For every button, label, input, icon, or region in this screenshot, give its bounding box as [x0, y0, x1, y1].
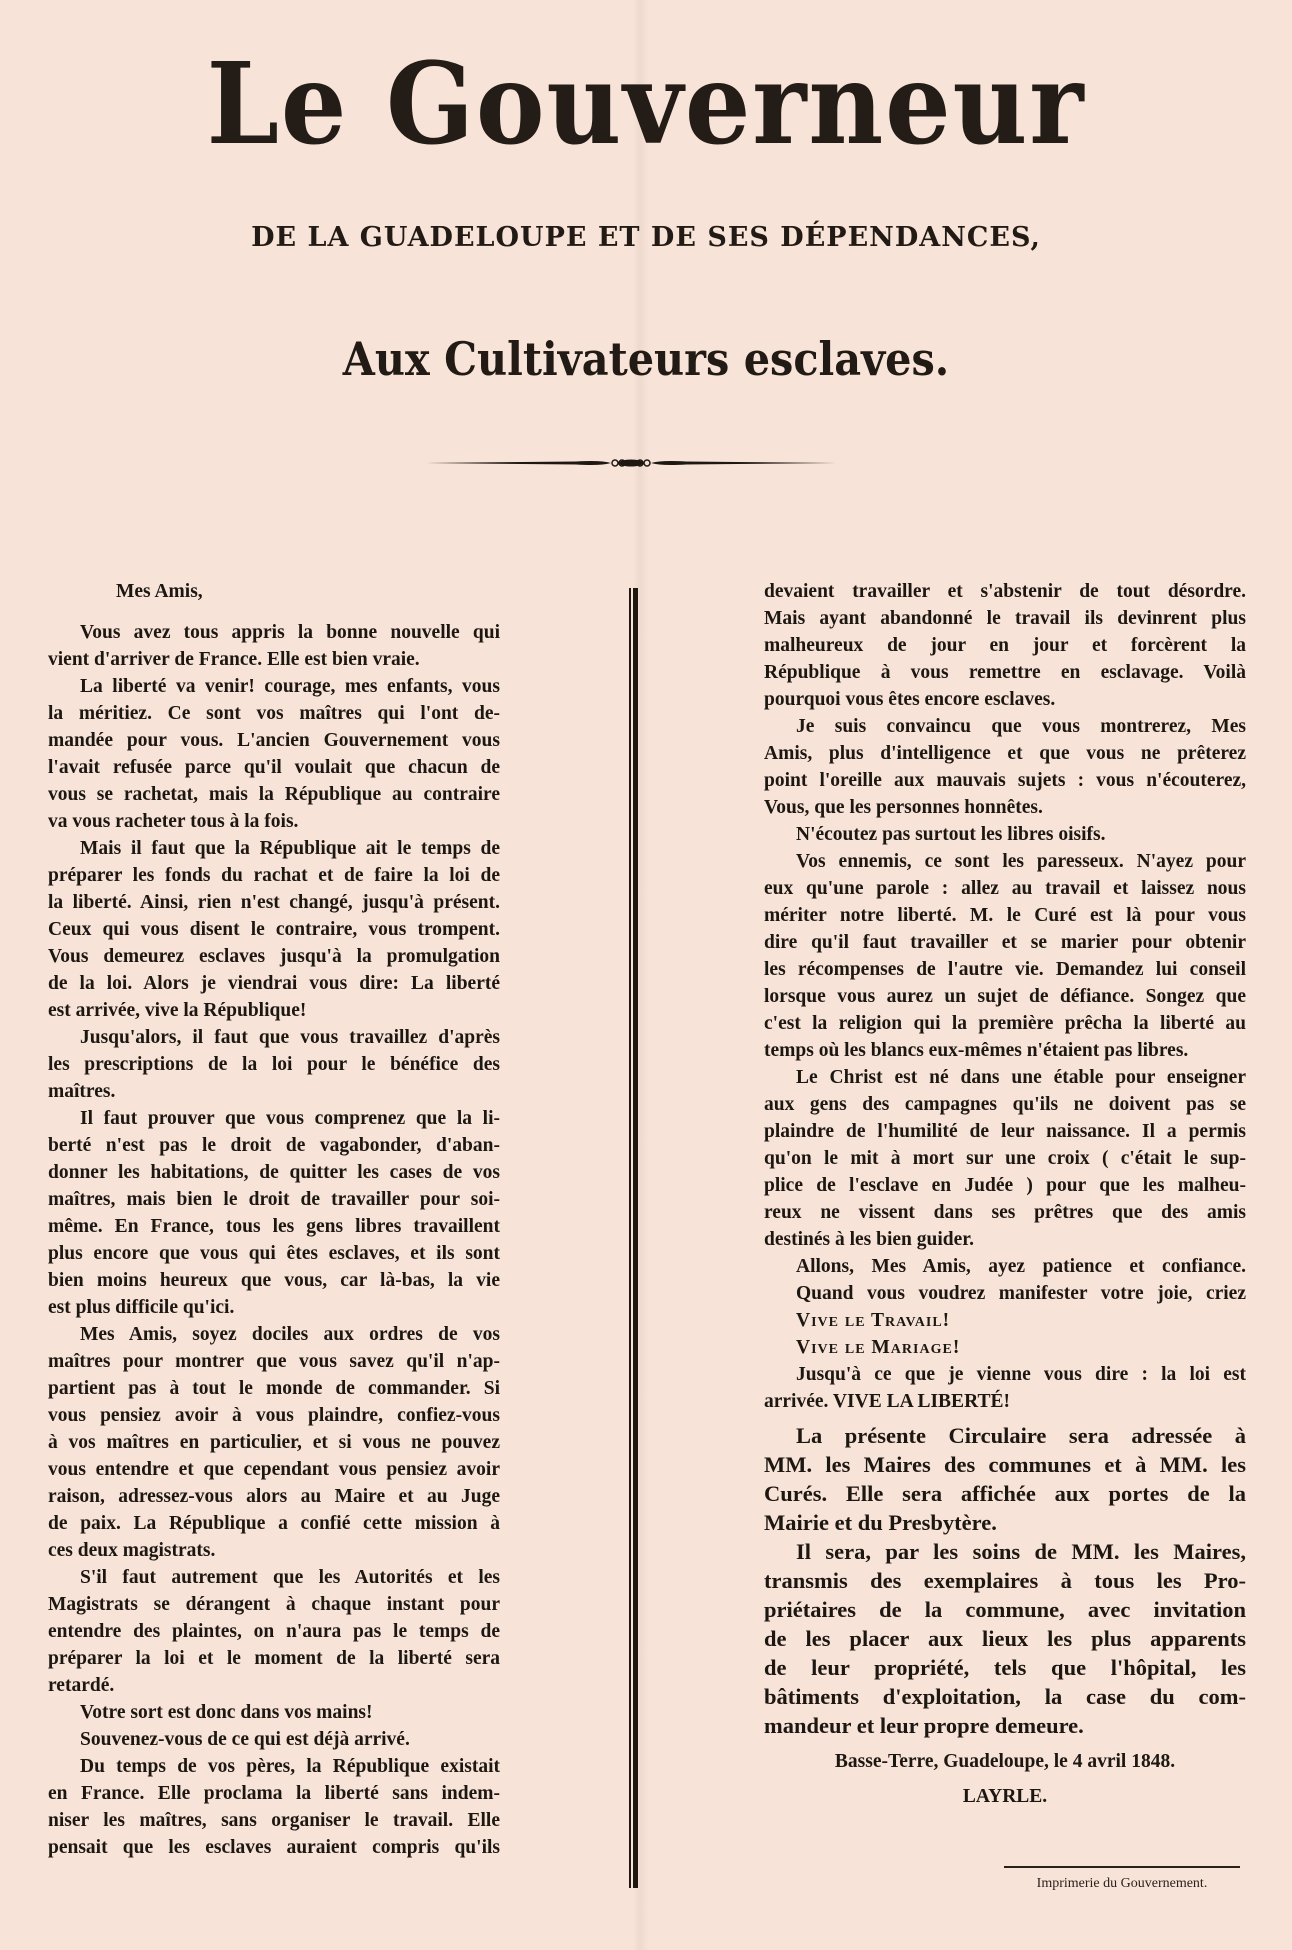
notice-line: Mairie et du Presbytère.	[764, 1510, 997, 1535]
text-line: berté n'est pas le droit de vagabonder, d'aban-	[48, 1135, 500, 1156]
notice-line: La présente Circulaire sera adressée à	[796, 1423, 1246, 1448]
text-line: malheureux de jour en jour et forcèrent la	[764, 635, 1246, 656]
notice-line: bâtiments d'exploitation, la case du com-	[764, 1684, 1246, 1709]
imprint-line: Imprimerie du Gouvernement.	[1036, 1876, 1208, 1891]
text-line: l'avait refusée parce qu'il voulait que chacun de	[48, 757, 500, 778]
text-line: reux ne vissent dans ses prêtres que des amis	[764, 1202, 1246, 1223]
text-line: les récompenses de l'autre vie. Demandez lui conseil	[764, 959, 1246, 980]
text-line: arrivée. VIVE LA LIBERTÉ!	[764, 1391, 1010, 1412]
text-line: les prescriptions de la loi pour le bénéfice des	[48, 1054, 500, 1075]
text-line: vous entendre et que cependant vous pensiez avoir	[48, 1459, 500, 1480]
text-line: à vos maîtres en particulier, et si vous ne pouvez	[48, 1432, 500, 1453]
text-line: Jusqu'à ce que je vienne vous dire : la loi est	[796, 1364, 1246, 1385]
text-line: vient d'arriver de France. Elle est bien vraie.	[48, 649, 420, 670]
text-line: maîtres pour montrer que vous savez qu'il n'ap-	[48, 1351, 500, 1372]
column-divider	[627, 588, 641, 1888]
text-line: de la loi. Alors je viendrai vous dire: La liberté	[48, 973, 500, 994]
right-column	[764, 578, 1246, 1810]
text-line: Je suis convaincu que vous montrerez, Mes	[796, 716, 1246, 737]
text-line: pensait que les esclaves auraient compris qu'ils	[48, 1837, 500, 1858]
text-line: eux qu'une parole : allez au travail et laissez nous	[764, 878, 1246, 899]
text-line: c'est la religion qui la première prêcha la liberté au	[764, 1013, 1246, 1034]
text-line: N'écoutez pas surtout les libres oisifs.	[796, 824, 1106, 845]
text-line: Mais il faut que la République ait le temps de	[80, 838, 500, 859]
text-line: Magistrats se dérangent à chaque instant pour	[48, 1594, 500, 1615]
signature: LAYRLE.	[962, 1786, 1048, 1807]
exclamation-vive-le-travail: Vive le Travail!	[796, 1310, 951, 1331]
text-line: aux gens des campagnes qu'ils ne doivent pas se	[764, 1094, 1246, 1115]
text-line: plus encore que vous qui êtes esclaves, et ils sont	[48, 1243, 500, 1264]
imprint-rule	[1004, 1866, 1240, 1868]
text-line: Souvenez-vous de ce qui est déjà arrivé.	[80, 1729, 410, 1750]
left-column	[48, 578, 500, 1861]
text-line: temps où les blancs eux-mêmes n'étaient pas libres.	[764, 1040, 1189, 1061]
notice-line: Il sera, par les soins de MM. les Maires,	[796, 1539, 1246, 1564]
text-line: mériter notre liberté. M. le Curé est là pour vous	[764, 905, 1246, 926]
text-line: est arrivée, vive la République!	[48, 1000, 307, 1021]
text-line: donner les habitations, de quitter les cases de vos	[48, 1162, 500, 1183]
text-line: Vous demeurez esclaves jusqu'à la promulgation	[48, 946, 500, 967]
text-line: qu'on le mit à mort sur une croix ( c'était le sup-	[764, 1148, 1246, 1169]
text-line: préparer les fonds du rachat et de faire la loi de	[48, 865, 500, 886]
text-line: La liberté va venir! courage, mes enfants, vous	[80, 676, 500, 697]
text-line: Votre sort est donc dans vos mains!	[80, 1702, 373, 1723]
text-line: Le Christ est né dans une étable pour enseigner	[796, 1067, 1246, 1088]
text-line: S'il faut autrement que les Autorités et les	[80, 1567, 500, 1588]
notice-line: MM. les Maires des communes et à MM. les	[764, 1452, 1246, 1477]
text-line: la méritiez. Ce sont vos maîtres qui l'ont de-	[48, 703, 500, 724]
notice-line: mandeur et leur propre demeure.	[764, 1713, 1084, 1738]
text-line: vous se rachetat, mais la République au contraire	[48, 784, 500, 805]
text-line: maîtres, mais bien le droit de travailler pour soi-	[48, 1189, 500, 1210]
text-line: préparer la loi et le moment de la liberté sera	[48, 1648, 500, 1669]
notice-line: de les placer aux lieux les plus apparents	[764, 1626, 1246, 1651]
text-line: Du temps de vos pères, la République existait	[80, 1756, 500, 1777]
poster-address: Aux Cultivateurs esclaves.	[342, 332, 950, 386]
text-line: partient pas à tout le monde de commander. Si	[48, 1378, 500, 1399]
text-line: bien moins heureux que vous, car là-bas, la vie	[48, 1270, 500, 1291]
notice-line: transmis des exemplaires à tous les Pro-	[764, 1568, 1246, 1593]
notice-line: priétaires de la commune, avec invitation	[764, 1597, 1246, 1622]
text-line: est plus difficile qu'ici.	[48, 1297, 235, 1318]
text-line: lorsque vous aurez un sujet de défiance. Songez que	[764, 986, 1246, 1007]
text-line: maîtres.	[48, 1081, 116, 1102]
text-line: République à vous remettre en esclavage. Voilà	[764, 662, 1246, 683]
text-line: dire qu'il faut travailler et se marier pour obtenir	[764, 932, 1246, 953]
text-line: en France. Elle proclama la liberté sans indem-	[48, 1783, 500, 1804]
text-line: plaindre de l'humilité de leur naissance. Il a permis	[764, 1121, 1246, 1142]
text-line: Ceux qui vous disent le contraire, vous trompent.	[48, 919, 500, 940]
text-line: retardé.	[48, 1675, 115, 1696]
poster-subtitle: DE LA GUADELOUPE ET DE SES DÉPENDANCES,	[251, 222, 1041, 253]
notice-line: Curés. Elle sera affichée aux portes de la	[764, 1481, 1246, 1506]
text-line: la liberté. Ainsi, rien n'est changé, jusqu'à présent.	[48, 892, 500, 913]
text-line: Amis, plus d'intelligence et que vous ne prêterez	[764, 743, 1246, 764]
text-line: Mes Amis, soyez dociles aux ordres de vos	[80, 1324, 500, 1345]
notice-line: de leur propriété, tels que l'hôpital, les	[764, 1655, 1246, 1680]
text-line: de paix. La République a confié cette mission à	[48, 1513, 500, 1534]
text-line: Vous avez tous appris la bonne nouvelle qui	[80, 622, 500, 643]
text-line: entendre des plaintes, on n'aura pas le temps de	[48, 1621, 500, 1642]
poster-title: Le Gouverneur	[206, 39, 1086, 170]
text-line: niser les maîtres, sans organiser le travail. Elle	[48, 1810, 500, 1831]
text-line: Vos ennemis, ce sont les paresseux. N'ayez pour	[796, 851, 1246, 872]
text-line: point l'oreille aux mauvais sujets : vous n'écouterez,	[764, 770, 1246, 791]
text-line: Mais ayant abandonné le travail ils devinrent plus	[764, 608, 1246, 629]
exclamation-vive-le-mariage: Vive le Mariage!	[796, 1337, 961, 1358]
text-line: Quand vous voudrez manifester votre joie, criez	[796, 1283, 1246, 1304]
ornament-rule-icon	[426, 455, 836, 471]
text-line: Il faut prouver que vous comprenez que la li-	[80, 1108, 500, 1129]
place-date: Basse-Terre, Guadeloupe, le 4 avril 1848.	[834, 1751, 1176, 1772]
text-line: Jusqu'alors, il faut que vous travaillez d'après	[80, 1027, 500, 1048]
text-line: destinés à les bien guider.	[764, 1229, 975, 1250]
text-line: plice de l'esclave en Judée ) pour que les malheu-	[764, 1175, 1246, 1196]
text-line: va vous racheter tous à la fois.	[48, 811, 299, 832]
text-line: raison, adressez-vous alors au Maire et au Juge	[48, 1486, 500, 1507]
text-line: mandée pour vous. L'ancien Gouvernement vous	[48, 730, 500, 751]
text-line: ces deux magistrats.	[48, 1540, 216, 1561]
text-line: même. En France, tous les gens libres travaillent	[48, 1216, 500, 1237]
text-line: devaient travailler et s'abstenir de tout désordre.	[764, 581, 1246, 602]
text-line: Allons, Mes Amis, ayez patience et confiance.	[796, 1256, 1246, 1277]
text-line: Vous, que les personnes honnêtes.	[764, 797, 1043, 818]
text-line: pourquoi vous êtes encore esclaves.	[764, 689, 1056, 710]
text-line: vous pensiez avoir à vous plaindre, confiez-vous	[48, 1405, 500, 1426]
greeting: Mes Amis,	[116, 581, 203, 602]
